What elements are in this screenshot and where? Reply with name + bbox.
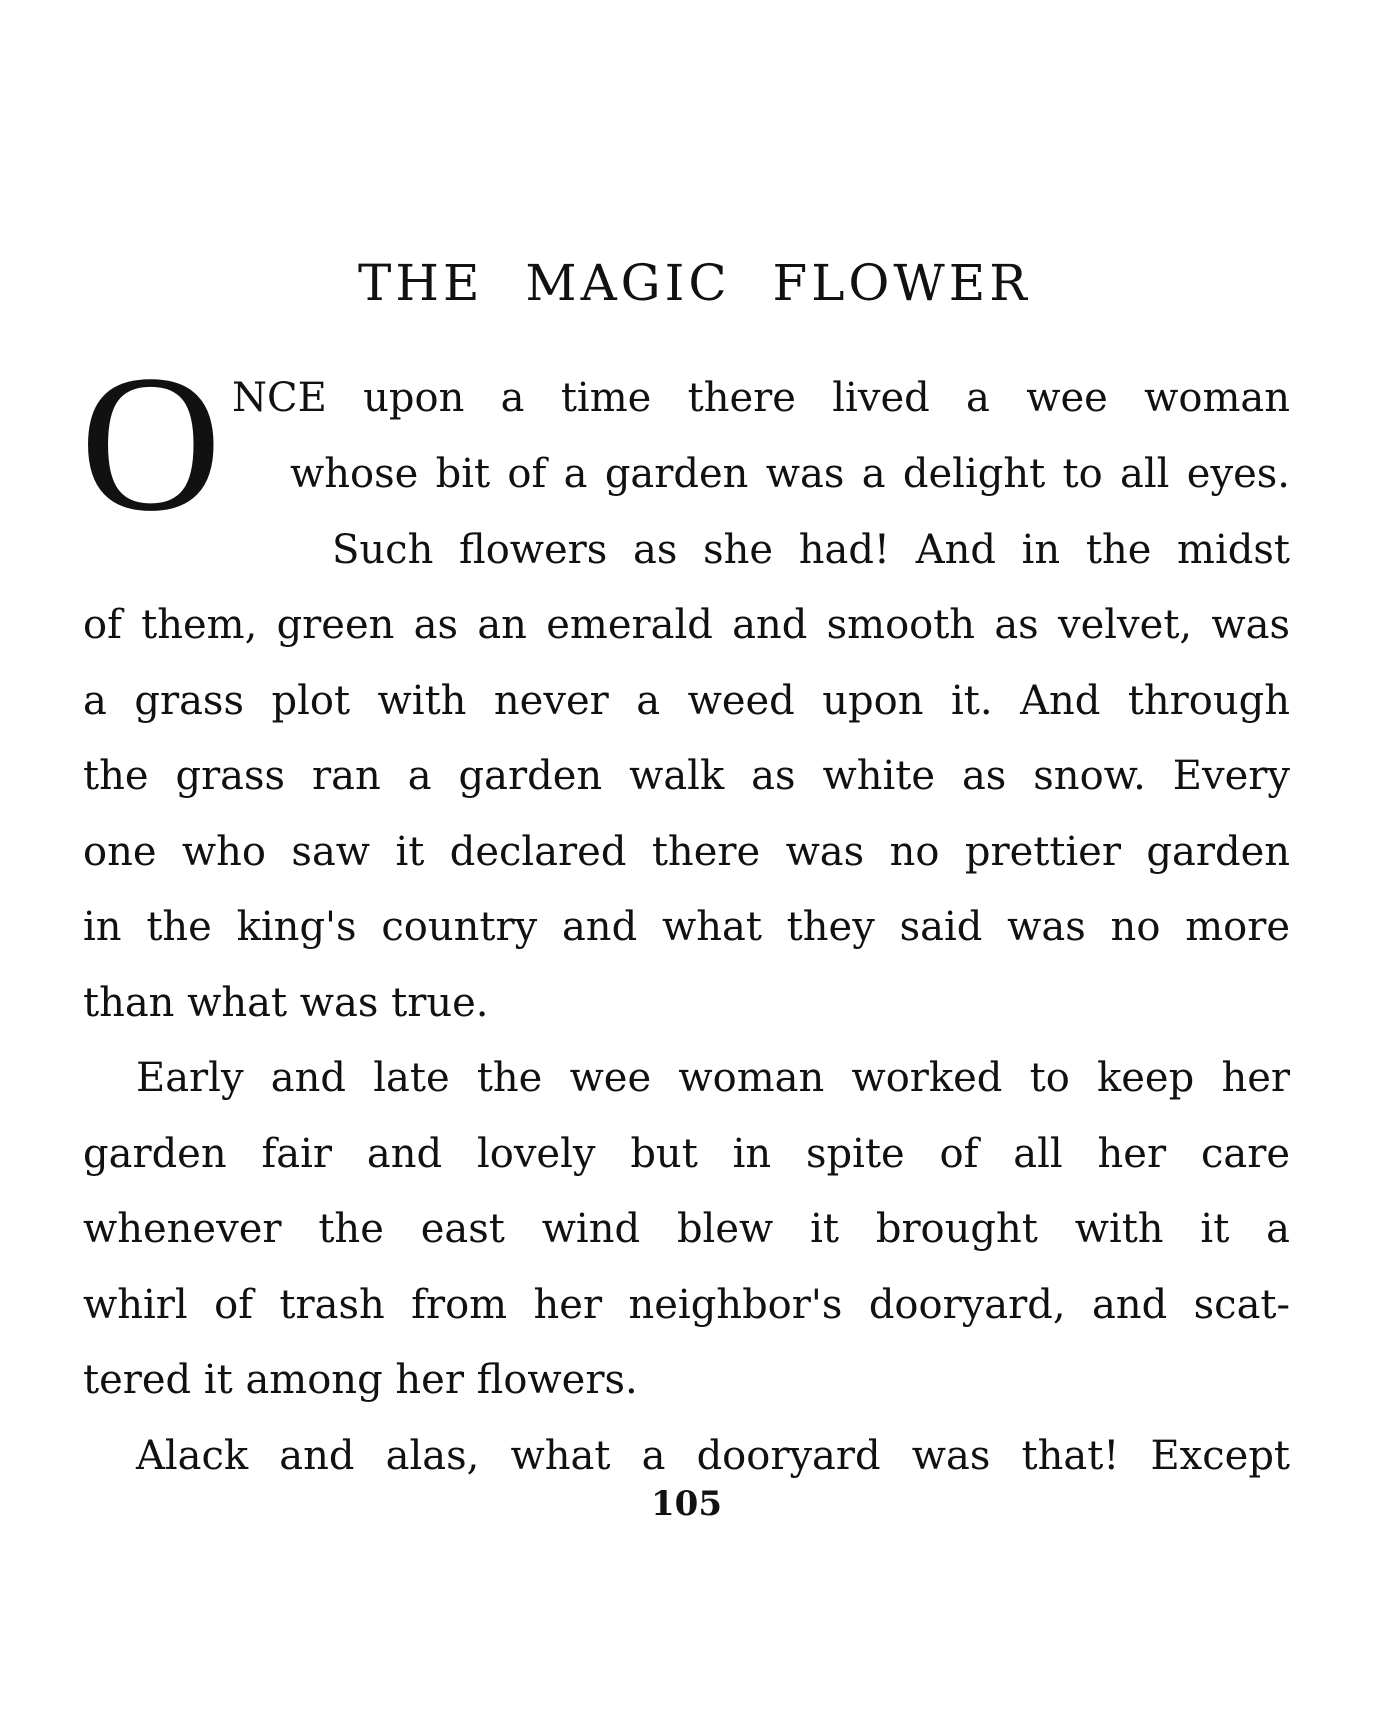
text-line: than what was true. xyxy=(83,980,489,1026)
text-line: garden fair and lovely but in spite of all her care xyxy=(83,1131,1290,1177)
chapter-title: THE MAGIC FLOWER xyxy=(358,254,1031,312)
text-line: Such flowers as she had! And in the midst xyxy=(332,527,1290,573)
text-line: Early and late the wee woman worked to keep her xyxy=(136,1055,1290,1101)
page-number: 105 xyxy=(651,1484,722,1524)
text-line: a grass plot with never a weed upon it. And through xyxy=(83,678,1290,724)
text-line: tered it among her flowers. xyxy=(83,1357,638,1403)
text-line: Alack and alas, what a dooryard was that! Except xyxy=(136,1433,1290,1479)
text-line: of them, green as an emerald and smooth as velvet, was xyxy=(83,602,1290,648)
text-line: in the king's country and what they said was no more xyxy=(83,904,1290,950)
text-line: whenever the east wind blew it brought with it a xyxy=(83,1206,1290,1252)
text-line: whose bit of a garden was a delight to all eyes. xyxy=(290,451,1290,497)
text-line: the grass ran a garden walk as white as snow. Every xyxy=(83,753,1290,799)
text-line: NCE upon a time there lived a wee woman xyxy=(232,375,1290,421)
text-line: one who saw it declared there was no prettier garden xyxy=(83,829,1290,875)
drop-cap: O xyxy=(80,335,222,552)
text-line: whirl of trash from her neighbor's dooryard, and scat- xyxy=(83,1282,1290,1328)
